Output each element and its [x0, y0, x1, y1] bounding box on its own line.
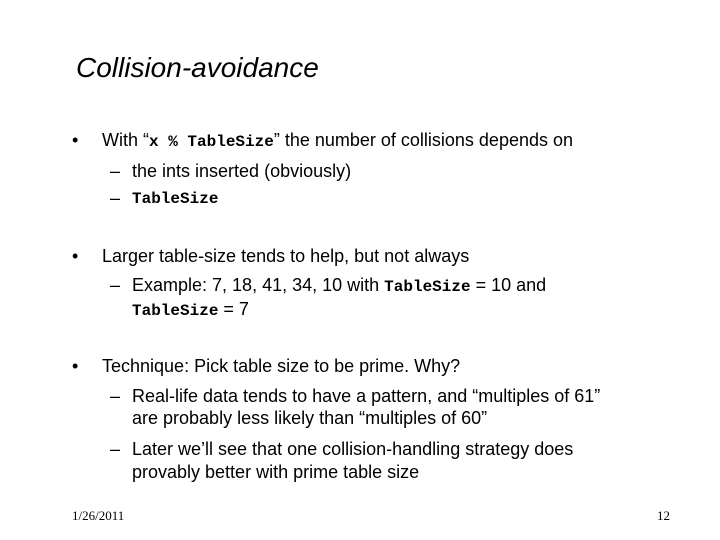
dash-marker: – [110, 188, 121, 208]
bullet-marker: • [72, 356, 79, 376]
bullet-3-sub-2-line-1: Later we’ll see that one collision-handling strategy does [132, 439, 574, 459]
bullet-3-sub-1-line-1: Real-life data tends to have a pattern, and “multiples of 61” [132, 386, 601, 406]
bullet-2-text: Larger table-size tends to help, but not always [102, 246, 470, 266]
page-number: 12 [657, 508, 670, 523]
bullet-2-sub-1-text [132, 275, 546, 296]
dash-marker: – [110, 275, 121, 295]
bullet-2-sub-1-cont-post: = 7 [218, 299, 249, 319]
bullet-1-text [102, 130, 573, 151]
bullet-1-code: x % TableSize [149, 133, 274, 151]
bullet-1-pre: With “ [102, 130, 149, 150]
bullet-1-post: ” the number of collisions depends on [273, 130, 574, 150]
bullet-1-sub-1-text: the ints inserted (obviously) [132, 161, 352, 181]
dash-marker: – [110, 386, 121, 406]
bullet-3-sub-2-line-2: provably better with prime table size [132, 462, 420, 482]
bullet-2-sub-1-code: TableSize [384, 278, 471, 296]
bullet-2-sub-1-cont-code: TableSize [132, 302, 219, 320]
dash-marker: – [110, 439, 121, 459]
bullet-1-sub-2-code: TableSize [132, 190, 219, 208]
footer-date: 1/26/2011 [72, 508, 125, 523]
bullet-marker: • [72, 246, 79, 266]
bullet-2-sub-1-cont [132, 299, 249, 320]
bullet-2-sub-1-pre: Example: 7, 18, 41, 34, 10 with [132, 275, 385, 295]
bullet-3-sub-1-line-2: are probably less likely than “multiples of 60” [132, 408, 488, 428]
bullet-marker: • [72, 130, 79, 150]
bullet-2-sub-1-post: = 10 and [470, 275, 547, 295]
slide-title: Collision-avoidance [76, 52, 319, 83]
dash-marker: – [110, 161, 121, 181]
bullet-3-text: Technique: Pick table size to be prime. Why? [102, 356, 461, 376]
